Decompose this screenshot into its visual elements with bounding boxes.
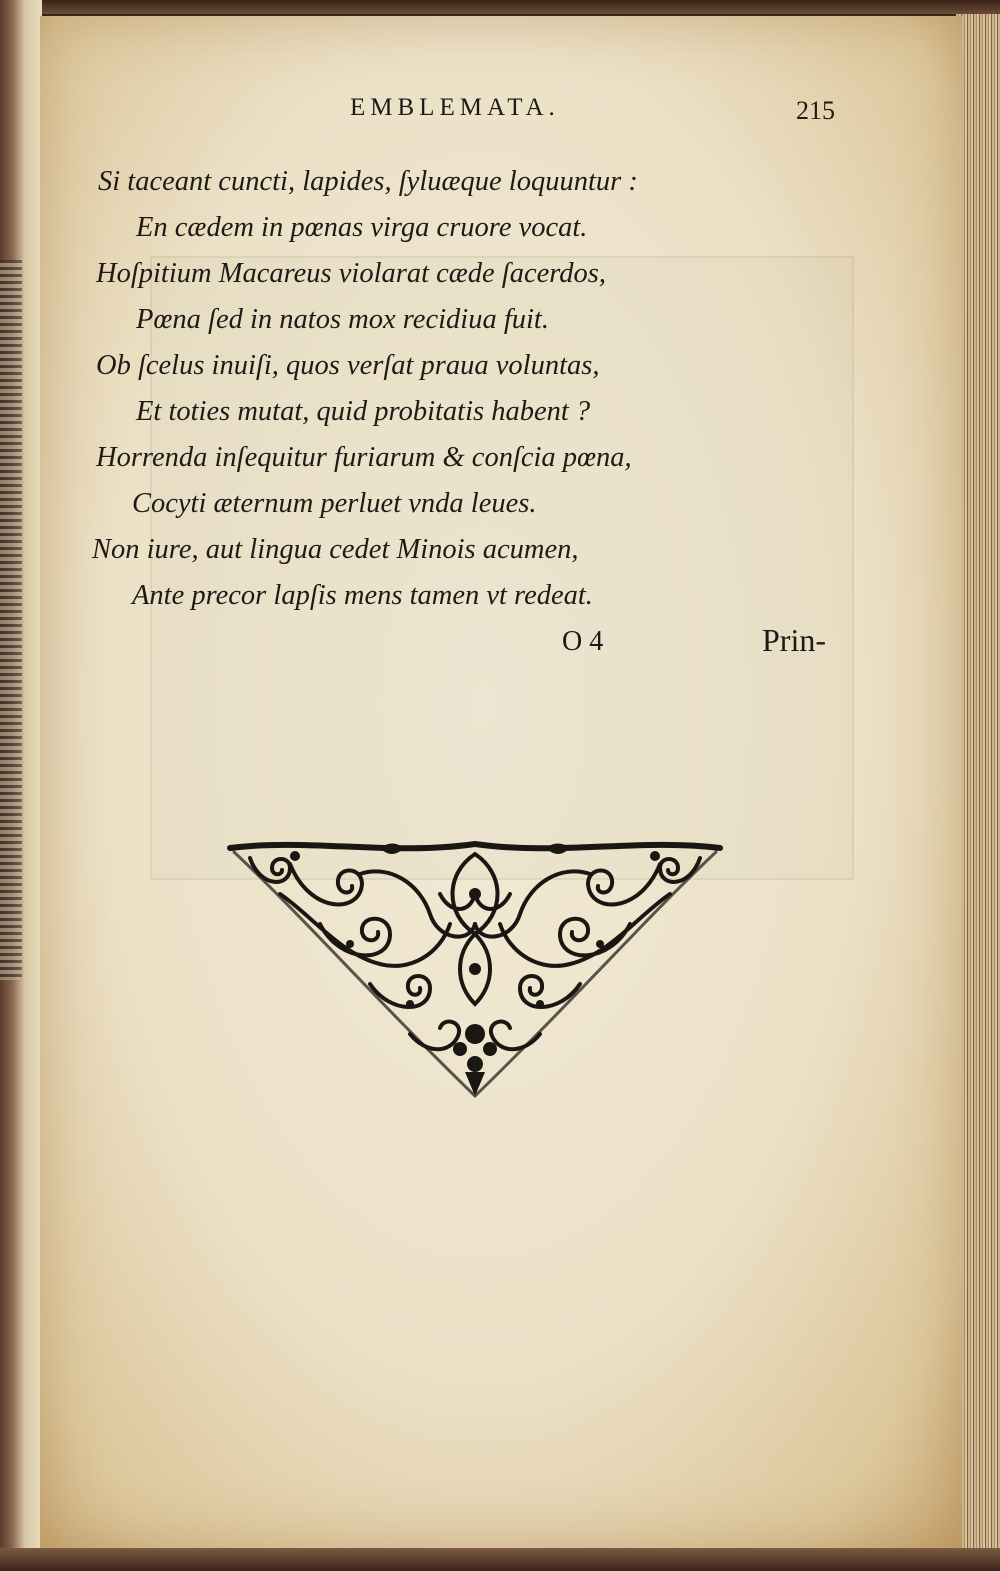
verse-line: Hoſpitium Macareus violarat cæde ſacerdos, [96, 258, 607, 289]
verse-line: Si taceant cuncti, lapides, ſyluæque loquuntur : [98, 166, 638, 197]
page-number: 215 [796, 96, 835, 125]
page-edges-right [956, 14, 1000, 1554]
fleuron-ornament-icon [220, 834, 730, 1114]
verse-line: Non iure, aut lingua cedet Minois acumen, [92, 534, 579, 565]
verse-line: Et toties mutat, quid probitatis habent ? [136, 396, 591, 427]
catchword: Prin- [762, 622, 826, 658]
running-title: EMBLEMATA. [350, 94, 560, 121]
book-page [40, 16, 962, 1548]
book-binding-bottom [0, 1548, 1000, 1571]
previous-page-edge [0, 260, 22, 980]
signature-mark: O 4 [562, 626, 604, 657]
verse-line: En cædem in pœnas virga cruore vocat. [136, 212, 588, 243]
book-binding-top [0, 0, 1000, 14]
verse-line: Ob ſcelus inuiſi, quos verſat praua voluntas, [96, 350, 600, 381]
verse-line: Pœna ſed in natos mox recidiua fuit. [136, 304, 549, 335]
verse-line: Ante precor lapſis mens tamen vt redeat. [132, 580, 593, 611]
verse-line: Cocyti æternum perluet vnda leues. [132, 488, 537, 519]
verse-line: Horrenda inſequitur furiarum & conſcia pœna, [96, 442, 632, 473]
